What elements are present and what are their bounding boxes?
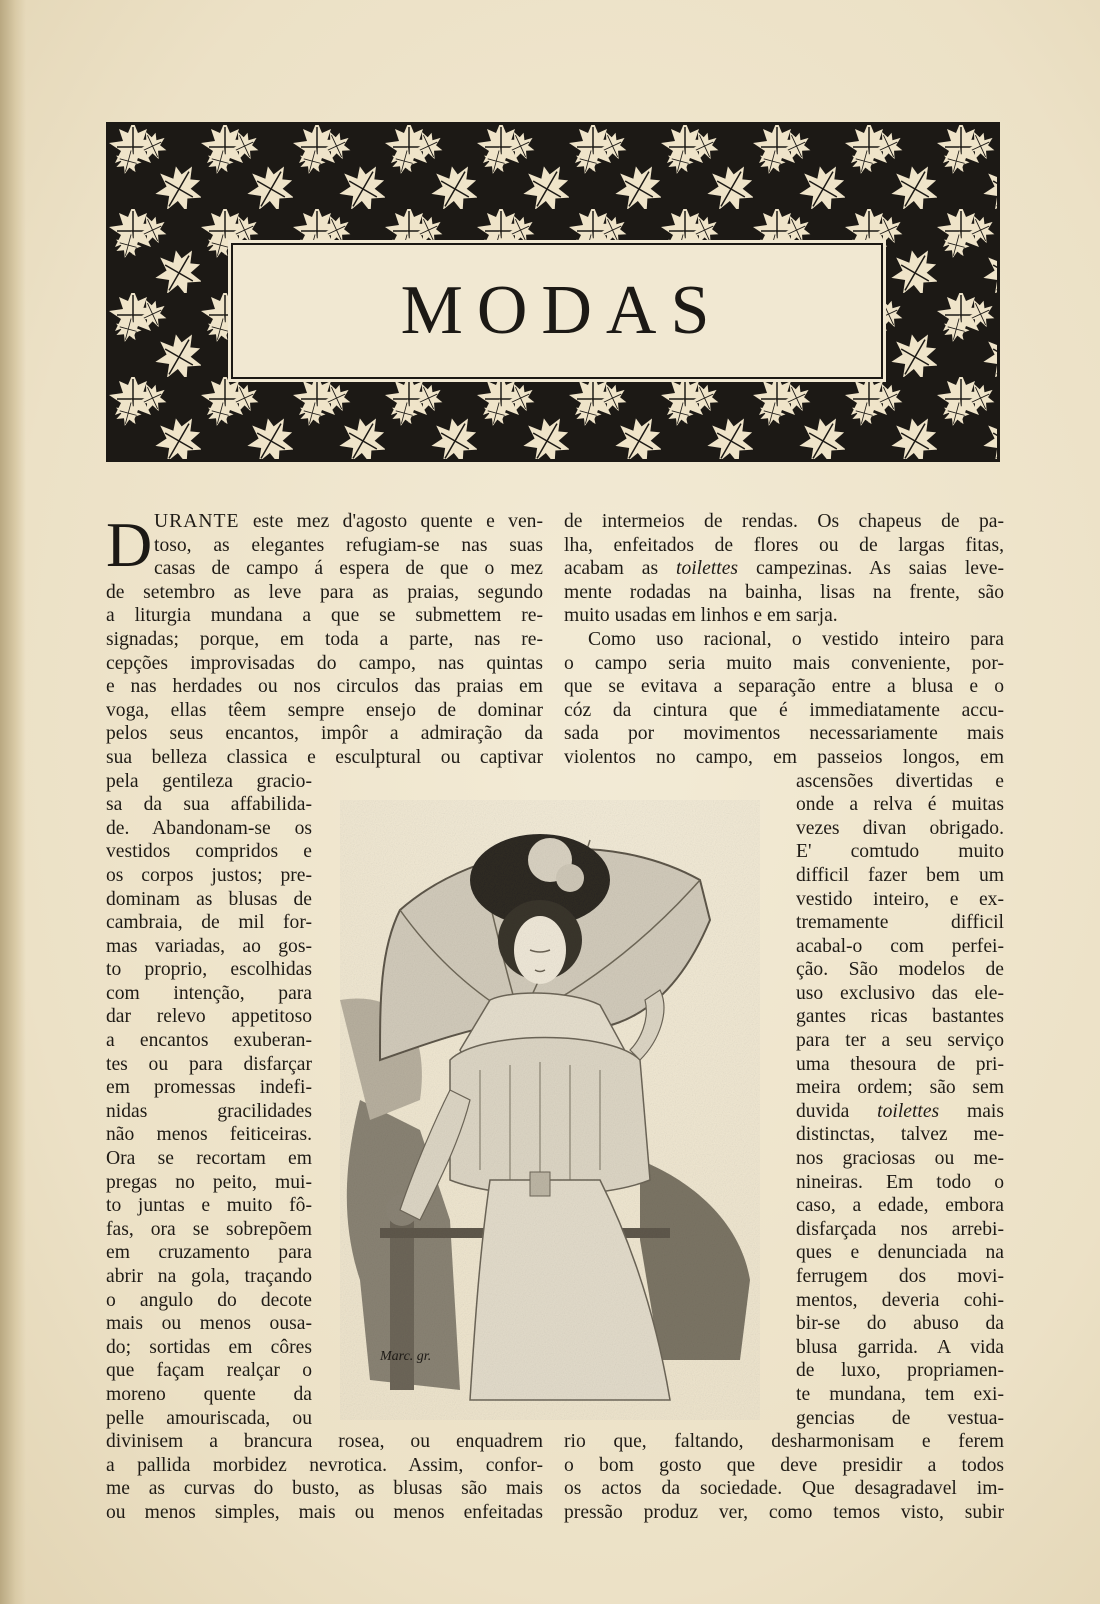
text-line: cepções improvisadas do campo, nas quintas: [106, 652, 543, 674]
text-line: disfarçada nos arrebi-: [796, 1218, 1004, 1240]
text-line: pelle amouriscada, ou: [106, 1407, 312, 1429]
text-line: fas, ora se sobrepõem: [106, 1218, 312, 1240]
text-line: com intenção, para: [106, 982, 312, 1004]
text-line: dominam as blusas de: [106, 888, 312, 910]
text-line: o angulo do decote: [106, 1289, 312, 1311]
fashion-illustration: [340, 800, 760, 1420]
text-line: distinctas, talvez me-: [796, 1124, 1004, 1146]
text-line: meira ordem; são sem: [796, 1077, 1004, 1099]
text-line: em promessas indefi-: [106, 1077, 312, 1099]
text-line: gencias de vestua-: [796, 1407, 1004, 1429]
text-line: duvida toilettes mais: [796, 1100, 1004, 1122]
text-line: nos graciosas ou me-: [796, 1148, 1004, 1170]
text-line: vezes divan obrigado.: [796, 817, 1004, 839]
text-line: que façam realçar o: [106, 1360, 312, 1382]
text-line: os actos da sociedade. Que desagradavel im-: [564, 1478, 1004, 1500]
text-line: to proprio, escolhidas: [106, 959, 312, 981]
text-line: acabal-o com perfei-: [796, 935, 1004, 957]
text-line: rio que, faltando, desharmonisam e ferem: [564, 1431, 1004, 1453]
text-line: ou menos simples, mais ou menos enfeitadas: [106, 1501, 543, 1523]
text-line: e nas herdades ou nos circulos das praias em: [106, 676, 543, 698]
text-line: pressão produz ver, como temos visto, subir: [564, 1501, 1004, 1523]
text-line: tes ou para disfarçar: [106, 1053, 312, 1075]
binding-shadow: [0, 0, 26, 1604]
text-line: de setembro as leve para as praias, segundo: [106, 581, 543, 603]
text-line: bir-se do abuso da: [796, 1313, 1004, 1335]
text-line: Ora se recortam em: [106, 1148, 312, 1170]
text-line: pelos seus encantos, impôr a admiração da: [106, 723, 543, 745]
text-line: te mundana, tem exi-: [796, 1383, 1004, 1405]
text-line: tremamente difficil: [796, 912, 1004, 934]
text-line: de luxo, propriamen-: [796, 1360, 1004, 1382]
text-line: em cruzamento para: [106, 1242, 312, 1264]
text-line: uso exclusivo das ele-: [796, 982, 1004, 1004]
page-title: MODAS: [400, 272, 724, 349]
text-line: caso, a edade, embora: [796, 1195, 1004, 1217]
drop-cap: D: [106, 509, 153, 580]
text-line: mais ou menos ousa-: [106, 1313, 312, 1335]
text-line: os corpos justos; pre-: [106, 864, 312, 886]
engraver-signature: Marc. gr.: [380, 1349, 432, 1364]
text-line: to juntas e muito fô-: [106, 1195, 312, 1217]
text-line: do; sortidas em côres: [106, 1336, 312, 1358]
text-line: de. Abandonam-se os: [106, 817, 312, 839]
text-line: dar relevo appetitoso: [106, 1006, 312, 1028]
text-line: vestidos compridos e: [106, 841, 312, 863]
text-line: ção. São modelos de: [796, 959, 1004, 981]
text-line: a pallida morbidez nevrotica. Assim, confor-: [106, 1454, 543, 1476]
text-line: sua belleza classica e esculptural ou captivar: [106, 746, 543, 768]
text-line: URANTE este mez d'agosto quente e ven-: [154, 511, 543, 532]
text-line: sada por movimentos necessariamente mais: [564, 723, 1004, 745]
woman-with-parasol-engraving: [340, 800, 760, 1420]
header-ornament: [106, 122, 1000, 462]
text-line: mente rodadas na bainha, lisas na frente, são: [564, 581, 1004, 603]
text-line: Como uso racional, o vestido inteiro para: [588, 628, 1004, 650]
text-line: sa da sua affabilida-: [106, 794, 312, 816]
text-line: violentos no campo, em passeios longos, em: [564, 746, 1004, 768]
text-line: o bom gosto que deve presidir a todos: [564, 1454, 1004, 1476]
text-line: muito usadas em linhos e em sarja.: [564, 605, 838, 627]
text-line: abrir na gola, traçando: [106, 1266, 312, 1287]
text-line: cambraia, de mil for-: [106, 912, 312, 934]
text-line: pregas no peito, mui-: [106, 1171, 312, 1193]
text-line: o campo seria muito mais conveniente, por-: [564, 652, 1004, 674]
text-line: moreno quente da: [106, 1383, 312, 1405]
text-line: voga, ellas têem sempre ensejo de dominar: [106, 699, 543, 721]
text-line: toso, as elegantes refugiam-se nas suas: [154, 534, 543, 556]
title-box: [231, 243, 883, 379]
text-line: que se evitava a separação entre a blusa e o: [564, 676, 1004, 698]
text-line: nidas gracilidades: [106, 1100, 312, 1122]
text-line: uma thesoura de pri-: [796, 1053, 1004, 1075]
text-line: ques e denunciada na: [796, 1242, 1004, 1264]
text-line: casas de campo á espera de que o mez: [154, 558, 543, 580]
text-line: E' comtudo muito: [796, 841, 1004, 863]
text-line: a liturgia mundana a que se submettem re-: [106, 605, 543, 627]
text-line: mentos, deveria cohi-: [796, 1289, 1004, 1311]
text-line: pela gentileza gracio-: [106, 770, 312, 792]
text-line: signadas; porque, em toda a parte, nas re-: [106, 628, 543, 650]
text-line: blusa garrida. A vida: [796, 1336, 1004, 1358]
text-line: onde a relva é muitas: [796, 794, 1004, 816]
text-line: nineiras. Em todo o: [796, 1171, 1004, 1193]
text-line: ascensões divertidas e: [796, 770, 1004, 792]
text-line: para ter a seu serviço: [796, 1030, 1004, 1052]
text-line: mas variadas, ao gos-: [106, 935, 312, 957]
text-line: divinisem a brancura rosea, ou enquadrem: [106, 1431, 543, 1453]
text-line: não menos feiticeiras.: [106, 1124, 312, 1146]
text-line: me as curvas do busto, as blusas são mais: [106, 1478, 543, 1500]
text-line: difficil fazer bem um: [796, 864, 1004, 886]
text-line: vestido inteiro, e ex-: [796, 888, 1004, 910]
text-line: de intermeios de rendas. Os chapeus de pa-: [564, 511, 1004, 532]
text-line: a encantos exuberan-: [106, 1030, 312, 1052]
text-line: lha, enfeitados de flores ou de largas fitas,: [564, 534, 1004, 556]
text-line: acabam as toilettes campezinas. As saias leve-: [564, 558, 1004, 580]
text-line: ferrugem dos movi-: [796, 1266, 1004, 1287]
text-line: cóz da cintura que é immediatamente accu-: [564, 699, 1004, 721]
text-line: gantes ricas bastantes: [796, 1006, 1004, 1028]
